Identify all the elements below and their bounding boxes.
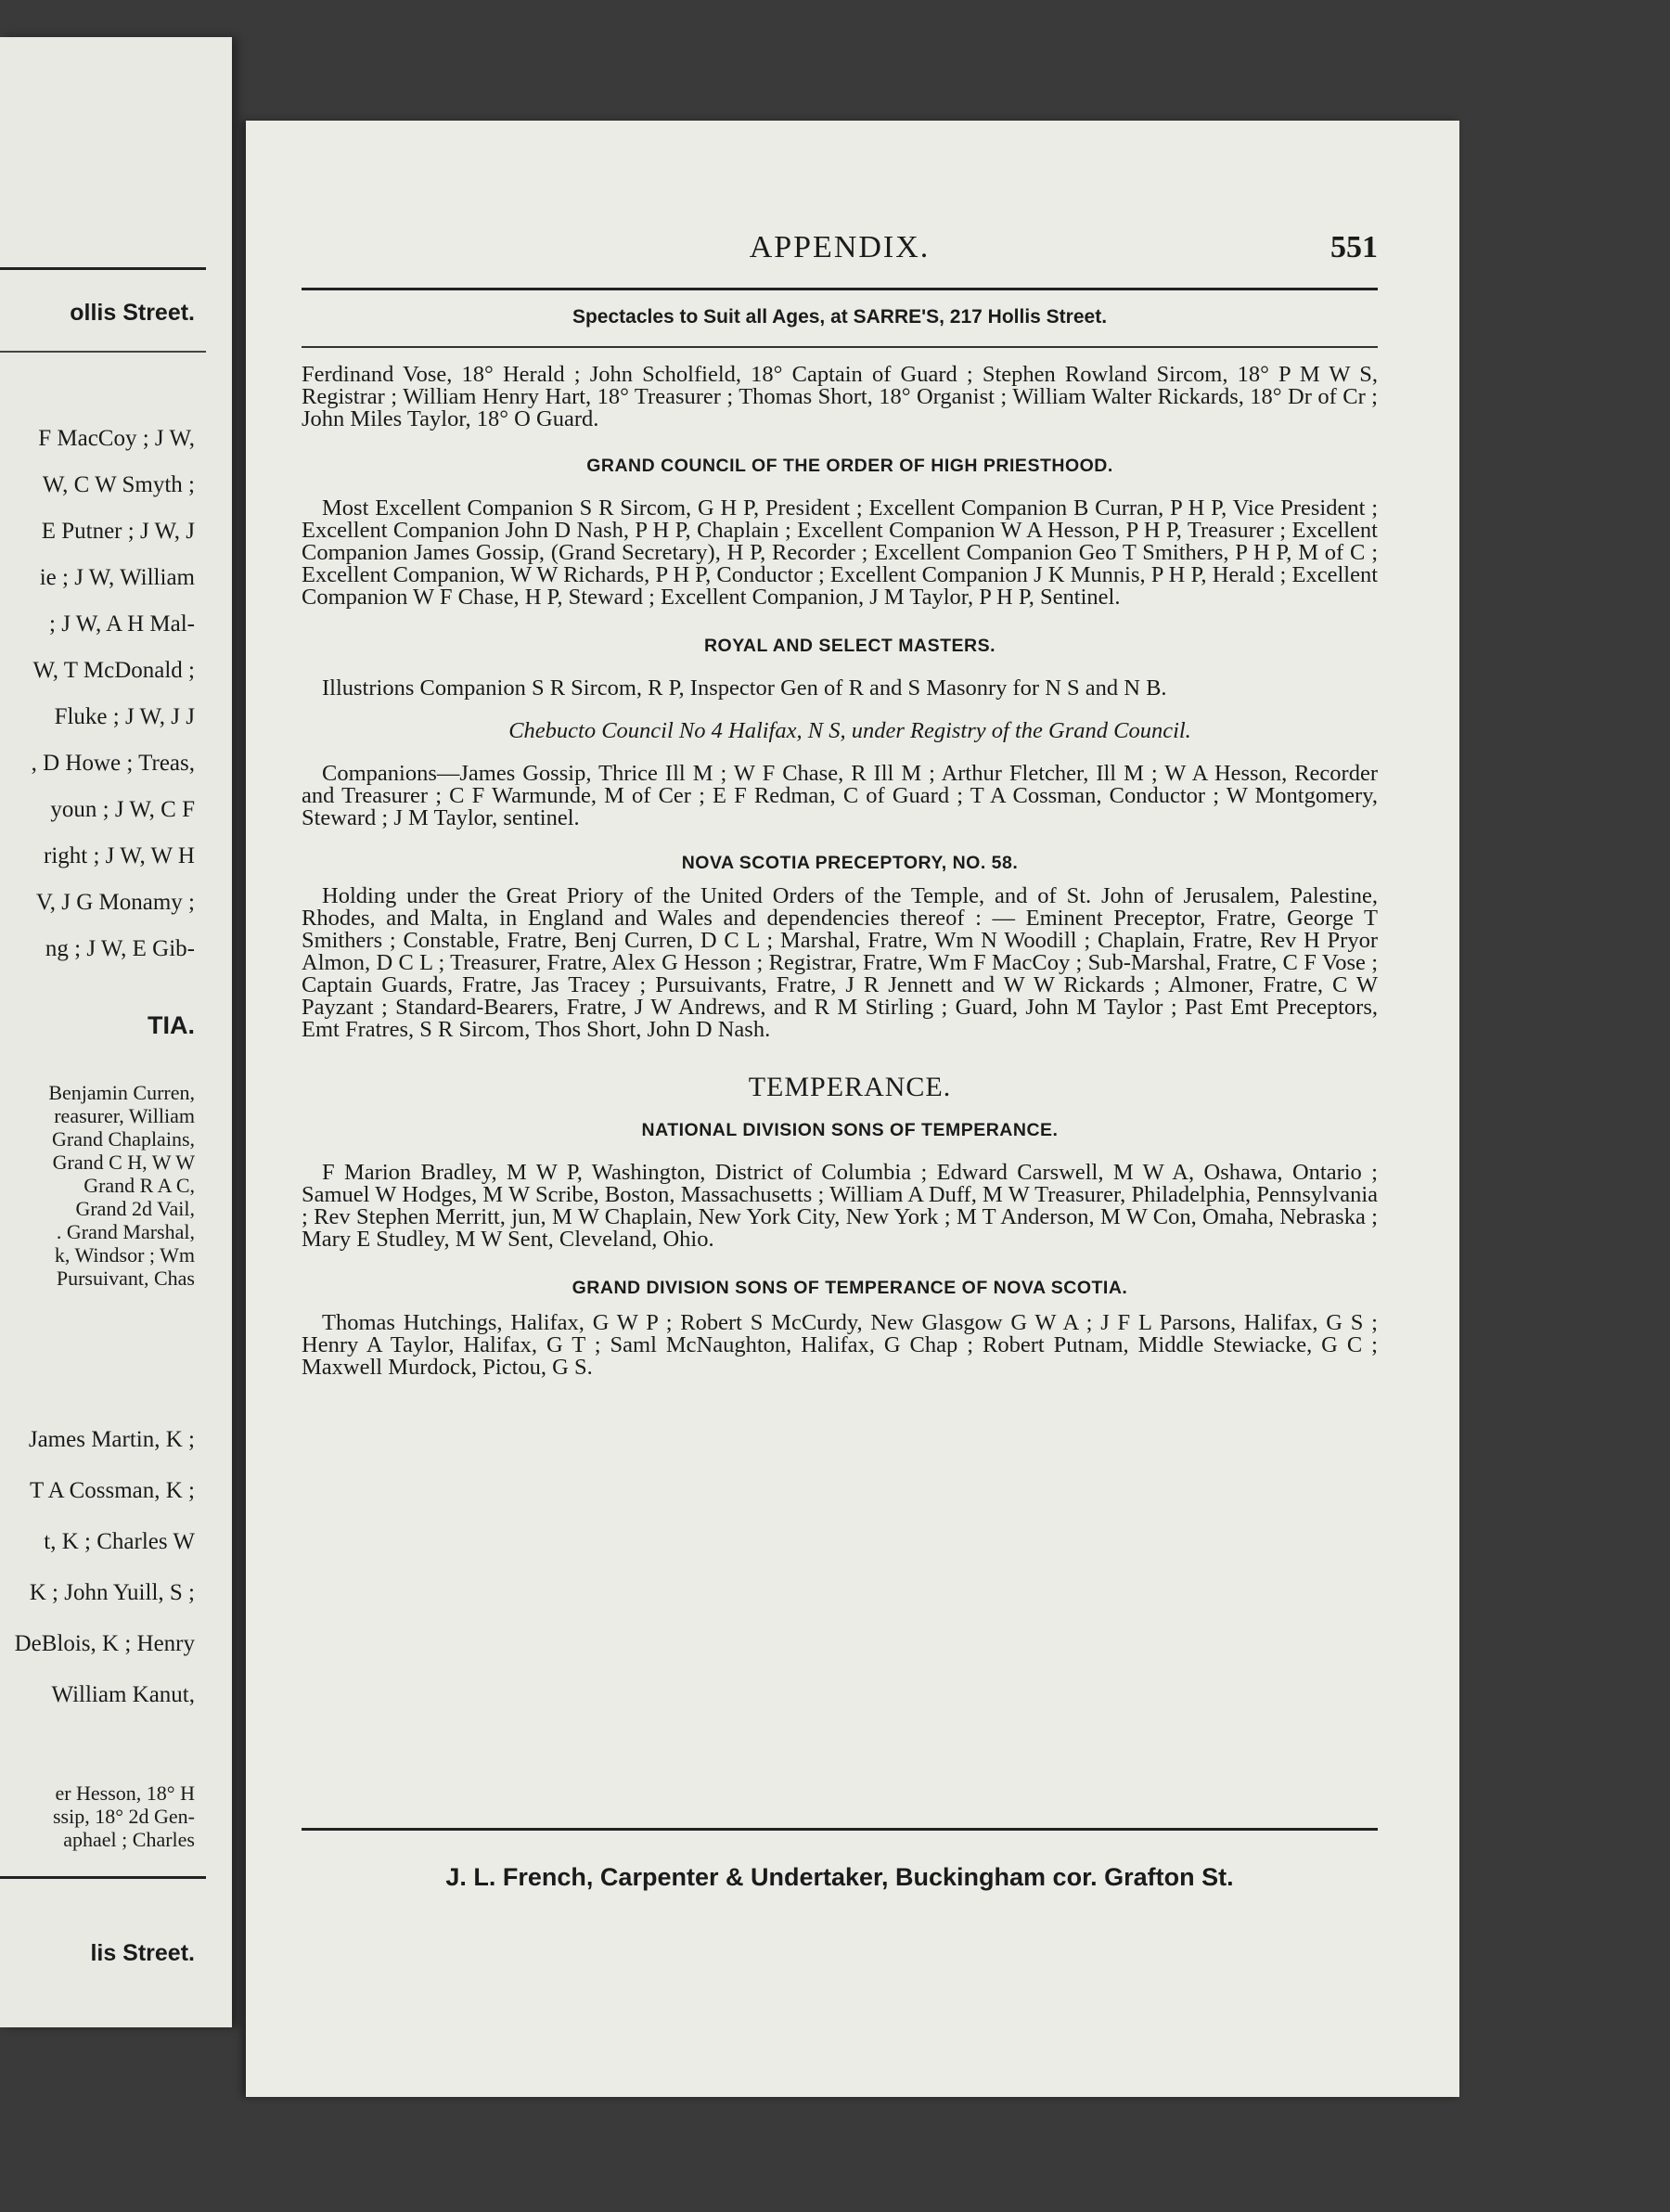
left-footer-rule bbox=[0, 1876, 206, 1879]
left-line: reasurer, William bbox=[54, 1104, 195, 1127]
section-paragraph: Holding under the Great Priory of the United Orders of the Temple, and of St. John of Jerusalem, Palestine, Rhodes, and Malta, in England and Wales and dependencies thereof : — Eminent Preceptor, Fratre, George T Smithers ; Constable, Fratre, Benj Curren, D C L ; Marshal, Fratre, Wm N Woodill ; Chaplain, Fratre, Rev H Pryor Almon, D C L ; Treasurer, Fratre, Alex G Hesson ; Registrar, Fratre, Wm F MacCoy ; Sub-Marshal, Fratre, C F Vose ; Captain Guards, Fratre, Jas Tracey ; Pursuivants, Fratre, J R Jennett and W W Rickards ; Almoner, Fratre, C W Payzant ; Standard-Bearers, Fratre, J W Andrews, and R M Stirling ; Guard, John M Taylor ; Past Emt Preceptors, Emt Fratres, S R Sircom, Thos Short, John D Nash. bbox=[302, 883, 1378, 1042]
left-line: W, T McDonald ; bbox=[32, 658, 195, 683]
left-line: James Martin, K ; bbox=[28, 1427, 195, 1452]
section-heading: NOVA SCOTIA PRECEPTORY, NO. 58. bbox=[681, 853, 1019, 873]
left-line: Grand R A C, bbox=[84, 1174, 195, 1197]
section-heading: ROYAL AND SELECT MASTERS. bbox=[703, 636, 996, 656]
section-heading: NATIONAL DIVISION SONS OF TEMPERANCE. bbox=[641, 1120, 1059, 1140]
running-title: APPENDIX. bbox=[749, 230, 931, 264]
page-number: 551 bbox=[1330, 230, 1378, 264]
left-line: V, J G Monamy ; bbox=[35, 890, 195, 915]
footer-rule bbox=[302, 1828, 1378, 1831]
top-advert: Spectacles to Suit all Ages, at SARRE'S, 217 Hollis Street. bbox=[572, 306, 1108, 328]
left-line: Benjamin Curren, bbox=[48, 1081, 195, 1104]
left-line: k, Windsor ; Wm bbox=[54, 1243, 195, 1267]
section-heading: GRAND COUNCIL OF THE ORDER OF HIGH PRIESTHOOD. bbox=[586, 456, 1113, 476]
section-paragraph: F Marion Bradley, M W P, Washington, District of Columbia ; Edward Carswell, M W A, Oshawa, Ontario ; Samuel W Hodges, M W Scribe, Boston, Massachusetts ; William A Duff, M W Treasurer, Philadelphia, Pennsylvania ; Rev Stephen Merritt, jun, M W Chaplain, New York City, New York ; M T Anderson, M W Con, Omaha, Nebraska ; Mary E Studley, M W Sent, Cleveland, Ohio. bbox=[302, 1160, 1378, 1252]
advert-rule bbox=[302, 346, 1378, 348]
left-line: ssip, 18° 2d Gen- bbox=[52, 1805, 195, 1828]
section-paragraph: Thomas Hutchings, Halifax, G W P ; Robert S McCurdy, New Glasgow G W A ; J F L Parsons, Halifax, G S ; Henry A Taylor, Halifax, G T ; Saml McNaughton, Halifax, G Chap ; Robert Putnam, Middle Stewiacke, G C ; Maxwell Murdock, Pictou, G S. bbox=[302, 1310, 1378, 1380]
left-line: Grand C H, W W bbox=[52, 1151, 195, 1174]
left-line: T A Cossman, K ; bbox=[29, 1478, 195, 1503]
left-page-fragment bbox=[0, 37, 232, 2027]
section-paragraph: Illustrions Companion S R Sircom, R P, Inspector Gen of R and S Masonry for N S and N B. bbox=[322, 675, 1167, 701]
council-line: Chebucto Council No 4 Halifax, N S, under Registry of the Grand Council. bbox=[508, 718, 1191, 743]
left-line: Pursuivant, Chas bbox=[56, 1267, 195, 1290]
left-line: E Putner ; J W, J bbox=[41, 519, 195, 544]
left-header-fragment: ollis Street. bbox=[70, 300, 195, 326]
left-section-fragment: TIA. bbox=[148, 1011, 195, 1039]
left-line: aphael ; Charles bbox=[63, 1828, 195, 1851]
left-line: DeBlois, K ; Henry bbox=[14, 1631, 195, 1656]
left-line: Grand Chaplains, bbox=[52, 1127, 195, 1151]
section-paragraph: Most Excellent Companion S R Sircom, G H P, President ; Excellent Companion B Curran, P H P, Vice President ; Excellent Companion John D Nash, P H P, Chaplain ; Excellent Companion W A Hesson, P H P, Treasurer ; Excellent Companion James Gossip, (Grand Secretary), H P, Recorder ; Excellent Companion Geo T Smithers, P H P, M of C ; Excellent Companion, W W Richards, P H P, Conductor ; Excellent Companion J K Munnis, P H P, Herald ; Excellent Companion W F Chase, H P, Steward ; Excellent Companion, J M Taylor, P H P, Sentinel. bbox=[302, 495, 1378, 610]
left-footer-fragment: lis Street. bbox=[90, 1940, 195, 1966]
left-header-rule bbox=[0, 267, 206, 270]
temperance-heading: TEMPERANCE. bbox=[748, 1072, 952, 1102]
left-line: W, C W Smyth ; bbox=[42, 472, 195, 497]
left-line: ie ; J W, William bbox=[39, 565, 195, 590]
left-line: right ; J W, W H bbox=[44, 843, 195, 868]
intro-paragraph: Ferdinand Vose, 18° Herald ; John Scholfield, 18° Captain of Guard ; Stephen Rowland Sircom, 18° P M W S, Registrar ; William Henry Hart, 18° Treasurer ; Thomas Short, 18° Organist ; William Walter Rickards, 18° Dr of Cr ; John Miles Taylor, 18° O Guard. bbox=[302, 362, 1378, 431]
left-line: ; J W, A H Mal- bbox=[49, 611, 195, 637]
bottom-advert: J. L. French, Carpenter & Undertaker, Buckingham cor. Grafton St. bbox=[445, 1863, 1234, 1891]
left-line: Fluke ; J W, J J bbox=[54, 704, 195, 729]
left-line: K ; John Yuill, S ; bbox=[29, 1580, 195, 1605]
left-line: t, K ; Charles W bbox=[44, 1529, 195, 1554]
left-line: , D Howe ; Treas, bbox=[31, 751, 195, 776]
left-line: . Grand Marshal, bbox=[56, 1220, 195, 1243]
left-line: youn ; J W, C F bbox=[50, 797, 195, 822]
left-advert-rule bbox=[0, 351, 206, 353]
page-body bbox=[302, 364, 1378, 1379]
left-line: William Kanut, bbox=[51, 1682, 195, 1707]
left-line: er Hesson, 18° H bbox=[55, 1781, 195, 1805]
section-heading: GRAND DIVISION SONS OF TEMPERANCE OF NOVA SCOTIA. bbox=[572, 1278, 1128, 1298]
running-header bbox=[302, 230, 1378, 271]
header-rule bbox=[302, 288, 1378, 290]
book-page bbox=[246, 121, 1459, 2097]
section-paragraph: Companions—James Gossip, Thrice Ill M ; W F Chase, R Ill M ; Arthur Fletcher, Ill M ; W A Hesson, Recorder and Treasurer ; C F Warmunde, M of Cer ; E F Redman, C of Guard ; T A Cossman, Conductor ; W Montgomery, Steward ; J M Taylor, sentinel. bbox=[302, 761, 1378, 830]
left-line: Grand 2d Vail, bbox=[75, 1197, 195, 1220]
left-line: ng ; J W, E Gib- bbox=[45, 936, 195, 961]
left-line: F MacCoy ; J W, bbox=[38, 426, 195, 451]
